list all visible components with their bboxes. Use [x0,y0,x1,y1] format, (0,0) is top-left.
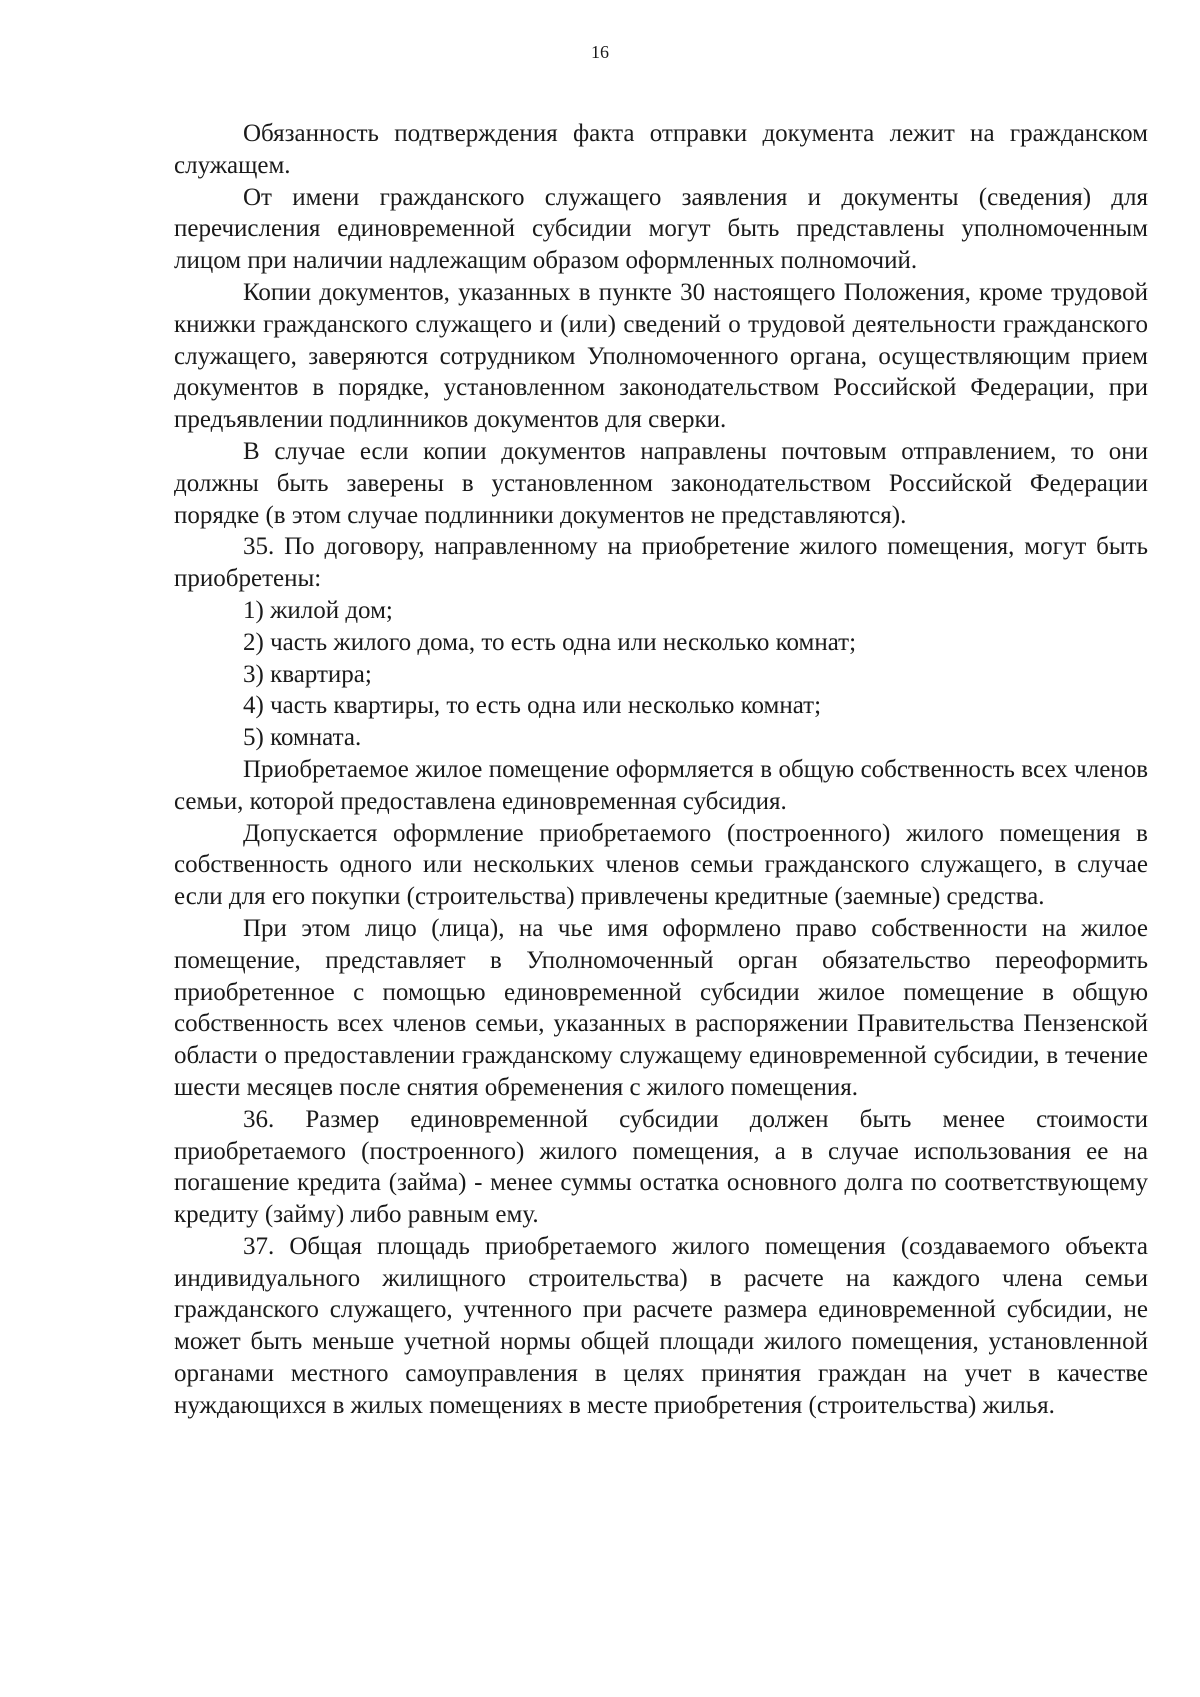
paragraph-clause-36: 36. Размер единовременной субсидии должен быть менее стоимости приобретаемого (построенного) жилого помещения, а в случае использования ее на погашение кредита (займа) - менее суммы остатка основного долга по соответствующему кредиту (займу) либо равным ему. [174,1105,1148,1229]
paragraph-clause-35: 35. По договору, направленному на приобретение жилого помещения, могут быть приобретены: [174,533,1148,593]
paragraph-re-registration: При этом лицо (лица), на чье имя оформлено право собственности на жилое помещение, представляет в Уполномоченный орган обязательство переоформить приобретенное с помощью единовременной субсидии жилое помещение в общую собственность всех членов семьи, указанных в распоряжении Правительства Пензенской области о предоставлении гражданскому служащему единовременной субсидии, в течение шести месяцев после снятия обременения с жилого помещения. [174,914,1148,1101]
list-item-1: 1) жилой дом; [243,596,393,624]
paragraph-postal-copies: В случае если копии документов направлены почтовым отправлением, то они должны быть заверены в установленном законодательством Российской Федерации порядке (в этом случае подлинники документов не представляются). [174,437,1148,529]
paragraph-authorized-person: От имени гражданского служащего заявления и документы (сведения) для перечисления единовременной субсидии могут быть представлены уполномоченным лицом при наличии надлежащим образом оформленных полномочий. [174,183,1148,275]
document-body [174,118,1148,1422]
paragraph-confirmation-duty: Обязанность подтверждения факта отправки документа лежит на гражданском служащем. [174,120,1148,179]
paragraph-common-ownership: Приобретаемое жилое помещение оформляется в общую собственность всех членов семьи, которой предоставлена единовременная субсидия. [174,755,1148,815]
list-item-5: 5) комната. [243,724,362,752]
paragraph-clause-37: 37. Общая площадь приобретаемого жилого помещения (создаваемого объекта индивидуального жилищного строительства) в расчете на каждого члена семьи гражданского служащего, учтенного при расчете размера единовременной субсидии, не может быть меньше учетной нормы общей площади жилого помещения, установленной органами местного самоуправления в целях принятия граждан на учет в качестве нуждающихся в жилых помещениях в месте приобретения (строительства) жилья. [174,1232,1148,1419]
paragraph-credit-ownership: Допускается оформление приобретаемого (построенного) жилого помещения в собственность одного или нескольких членов семьи гражданского служащего, в случае если для его покупки (строительства) привлечены кредитные (заемные) средства. [174,819,1148,911]
list-item-4: 4) часть квартиры, то есть одна или несколько комнат; [243,692,822,720]
list-item-2: 2) часть жилого дома, то есть одна или несколько комнат; [243,628,857,656]
paragraph-document-copies: Копии документов, указанных в пункте 30 настоящего Положения, кроме трудовой книжки гражданского служащего и (или) сведений о трудовой деятельности гражданского служащего, заверяются сотрудником Уполномоченного органа, осуществляющим прием документов в порядке, установленном законодательством Российской Федерации, при предъявлении подлинников документов для сверки. [174,278,1148,434]
list-item-3: 3) квартира; [243,660,372,688]
page-number: 16 [591,42,609,62]
